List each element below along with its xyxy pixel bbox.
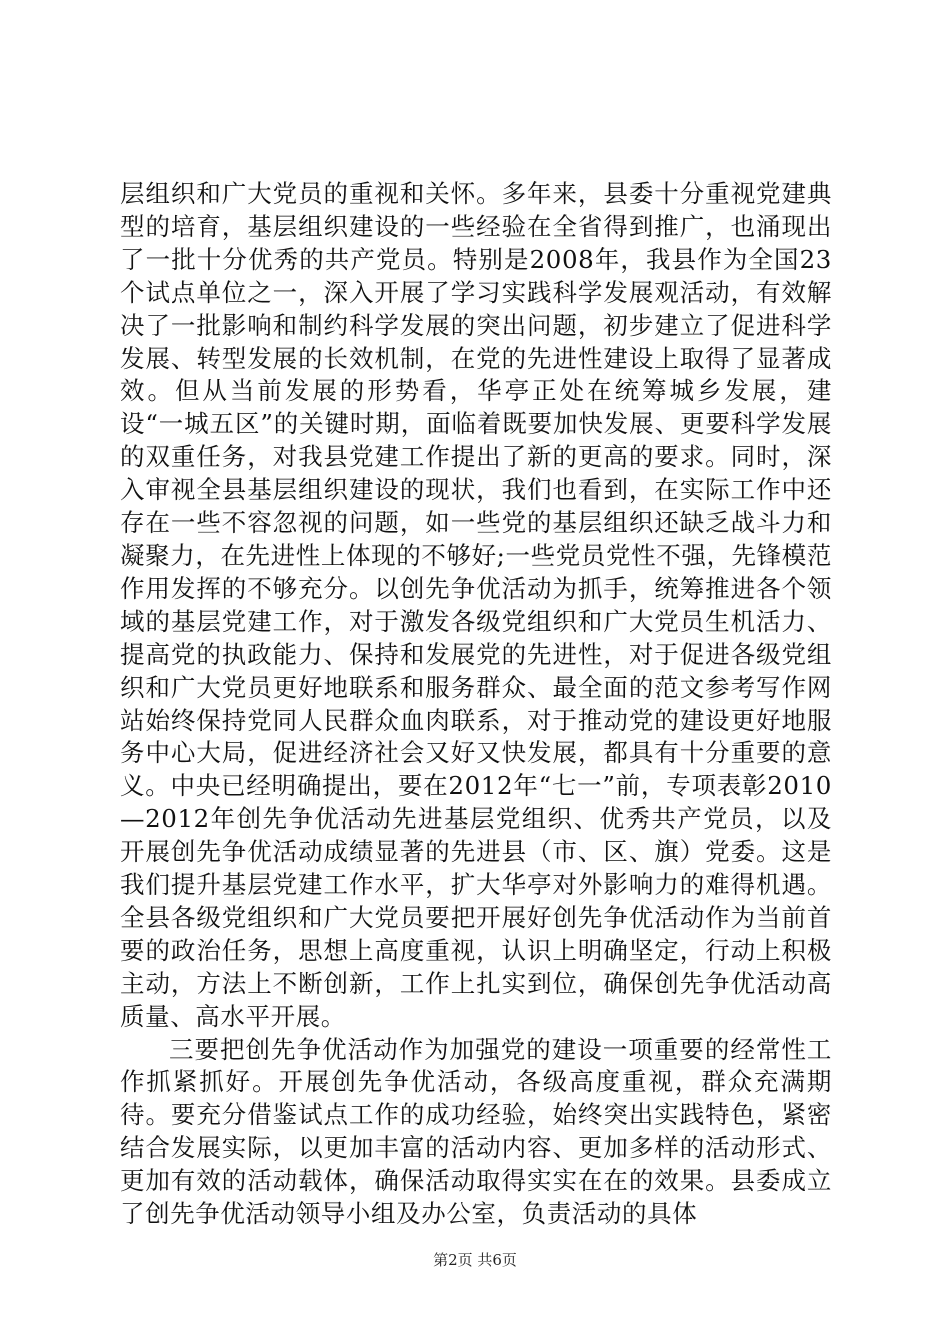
- page-number-footer: 第2页 共6页: [433, 1251, 517, 1269]
- document-body: [120, 178, 832, 1231]
- paragraph-continued: 层组织和广大党员的重视和关怀。多年来，县委十分重视党建典型的培育，基层组织建设的一些经验在全省得到推广，也涌现出了一批十分优秀的共产党员。特别是2008年，我县作为全国23个试点单位之一，深入开展了学习实践科学发展观活动，有效解决了一批影响和制约科学发展的突出问题，初步建立了促进科学发展、转型发展的长效机制，在党的先进性建设上取得了显著成效。但从当前发展的形势看，华亭正处在统筹城乡发展，建设“一城五区”的关键时期，面临着既要加快发展、更要科学发展的双重任务，对我县党建工作提出了新的更高的要求。同时，深入审视全县基层组织建设的现状，我们也看到，在实际工作中还存在一些不容忽视的问题，如一些党的基层组织还缺乏战斗力和凝聚力，在先进性上体现的不够好;一些党员党性不强，先锋模范作用发挥的不够充分。以创先争优活动为抓手，统筹推进各个领域的基层党建工作，对于激发各级党组织和广大党员生机活力、提高党的执政能力、保持和发展党的先进性，对于促进各级党组织和广大党员更好地联系和服务群众、最全面的范文参考写作网站始终保持党同人民群众血肉联系，对于推动党的建设更好地服务中心大局，促进经济社会又好又快发展，都具有十分重要的意义。中央已经明确提出，要在2012年“七一”前，专项表彰2010—2012年创先争优活动先进基层党组织、优秀共产党员，以及开展创先争优活动成绩显著的先进县（市、区、旗）党委。这是我们提升基层党建工作水平，扩大华亭对外影响力的难得机遇。全县各级党组织和广大党员要把开展好创先争优活动作为当前首要的政治任务，思想上高度重视，认识上明确坚定，行动上积极主动，方法上不断创新，工作上扎实到位，确保创先争优活动高质量、高水平开展。: [120, 179, 832, 1031]
- paragraph-section-three: 三要把创先争优活动作为加强党的建设一项重要的经常性工作抓紧抓好。开展创先争优活动，各级高度重视，群众充满期待。要充分借鉴试点工作的成功经验，始终突出实践特色，紧密结合发展实际，以更加丰富的活动内容、更加多样的活动形式、更加有效的活动载体，确保活动取得实实在在的效果。县委成立了创先争优活动领导小组及办公室，负责活动的具体: [120, 1034, 832, 1229]
